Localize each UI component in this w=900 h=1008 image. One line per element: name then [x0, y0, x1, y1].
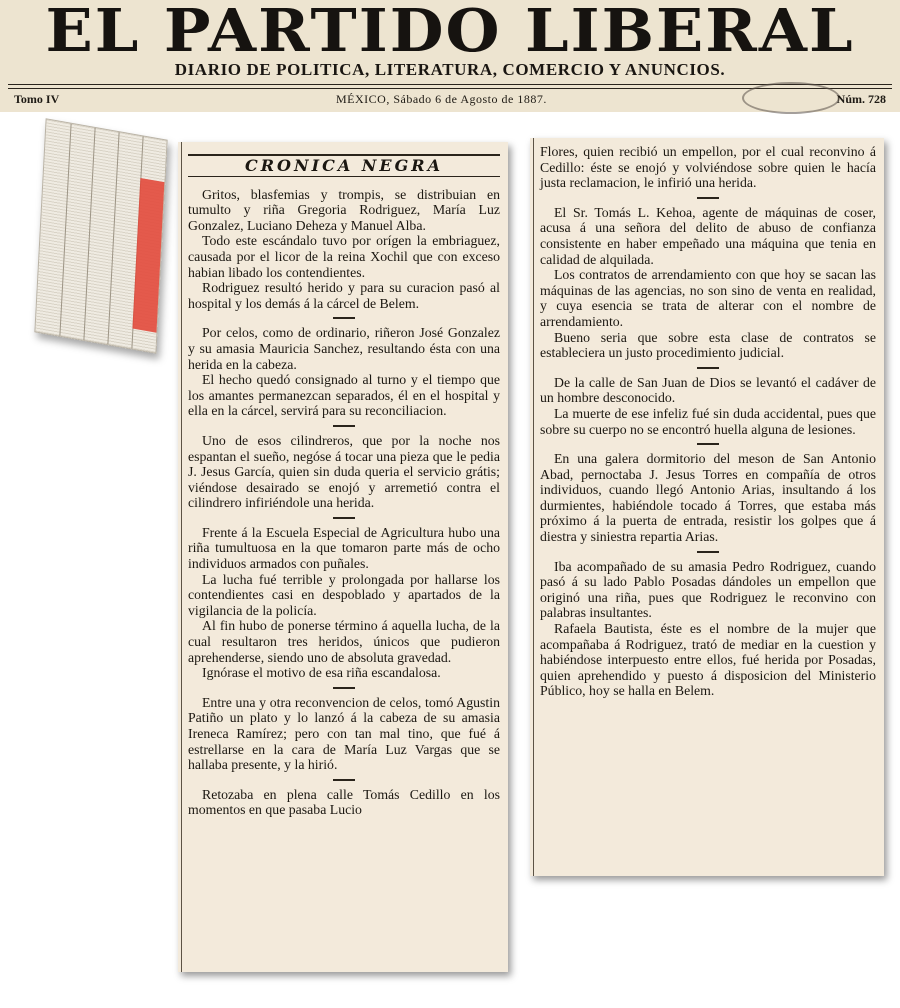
column-rule [533, 138, 534, 876]
newspaper-title: EL PARTIDO LIBERAL [45, 0, 855, 66]
article-paragraph: De la calle de San Juan de Dios se levantó el cadáver de un hombre desconocido. [540, 374, 876, 406]
story-separator [333, 317, 355, 319]
story-separator [697, 197, 719, 199]
page-thumbnail [34, 118, 167, 354]
article-paragraph: En una galera dormitorio del meson de San Antonio Abad, pernoctaba J. Jesus Torres en compañía de otros individuos, cuando llegó Antonio Arias, insultando á los durmientes, habiéndole tocado á Torres, que estaba más próximo á la puerta de entrada, resistir los golpes que á diestra y siniestra repartia Arias. [540, 451, 876, 545]
article-paragraph: Retozaba en plena calle Tomás Cedillo en los momentos en que pasaba Lucio [188, 786, 500, 818]
article-paragraph: Todo este escándalo tuvo por orígen la embriaguez, causada por el licor de la reina Xochil que con exceso habian libado los contendientes. [188, 233, 500, 280]
thumbnail-column-rule [107, 132, 119, 344]
article-paragraph: Entre una y otra reconvencion de celos, tomó Agustin Patiño un plato y lo lanzó á la cabeza de su amasia Ireneca Ramírez; pero con tan mal tino, que fué á estrellarse en la cara de María Luz Vargas que se hallaba presente, y la hirió. [188, 694, 500, 773]
section-title: CRONICA NEGRA [188, 154, 500, 177]
article-column-left [178, 142, 508, 972]
thumbnail-highlight [132, 178, 164, 333]
article-paragraph: Por celos, como de ordinario, riñeron José Gonzalez y su amasia Mauricia Sanchez, resultando ésta con una herida en la cabeza. [188, 325, 500, 372]
article-paragraph: Bueno seria que sobre esta clase de contratos se estableciera un justo procedimiento judicial. [540, 329, 876, 361]
story-separator [333, 687, 355, 689]
article-paragraph: Uno de esos cilindreros, que por la noche nos espantan el sueño, negóse á tocar una pieza que le pedia J. Jesus García, quien sin duda queria el servicio grátis; viéndose desairado se enojó y arremetió contra el cilindrero infiriéndole una herida. [188, 432, 500, 511]
article-paragraph: Ignórase el motivo de esa riña escandalosa. [202, 665, 441, 681]
story-separator [697, 367, 719, 369]
thumbnail-column-rule [59, 124, 71, 336]
article-paragraph: Flores, quien recibió un empellon, por el cual reconvino á Cedillo: éste se enojó y volviéndose sobre quien le hacía justa reclamacion, le infirió una herida. [540, 144, 876, 191]
newspaper-masthead [0, 0, 900, 112]
article-paragraph: Iba acompañado de su amasia Pedro Rodriguez, cuando pasó á su lado Pablo Posadas dándoles un empellon que originó una riña, pues que Rodriguez le reconvino con palabras insultantes. [540, 558, 876, 621]
issue-date: MÉXICO, Sábado 6 de Agosto de 1887. [336, 92, 547, 106]
article-paragraph: Frente á la Escuela Especial de Agricultura hubo una riña tumultuosa en la que tomaron parte más de ocho individuos armados con puñales. [188, 524, 500, 572]
newspaper-subtitle: DIARIO DE POLITICA, LITERATURA, COMERCIO Y ANUNCIOS. [174, 60, 726, 79]
column-rule [181, 142, 182, 972]
library-stamp [742, 82, 840, 114]
article-paragraph: Al fin hubo de ponerse término á aquella lucha, de la cual resultaron tres heridos, únicos que pudieron aprehenderse, siendo uno de absoluta gravedad. [188, 618, 500, 665]
article-paragraph: El hecho quedó consignado al turno y el tiempo que los amantes permanezcan separados, él en el hospital y ella en la cárcel, servirá para su reconciliacion. [188, 372, 500, 419]
article-paragraph: Gritos, blasfemias y trompis, se distribuian en tumulto y riña Gregoria Rodriguez, María Luz Gonzalez, Luciano Deheza y Manuel Alba. [188, 186, 500, 233]
article-paragraph: Los contratos de arrendamiento con que hoy se sacan las máquinas de las agencias, no son sino de venta en realidad, y cuya esencia se trata de alterar con el nombre de arrendamiento. [540, 267, 876, 329]
story-separator [333, 779, 355, 781]
issue-number: Núm. 728 [836, 92, 886, 106]
article-column-right [530, 138, 884, 876]
article-paragraph: La lucha fué terrible y prolongada por hallarse los contendientes casi en despoblado y apartados de la vigilancia de la policía. [188, 571, 500, 618]
article-paragraph: Rodriguez resultó herido y para su curacion pasó al hospital y los demás á la cárcel de Belem. [188, 280, 500, 311]
article-paragraph: Rafaela Bautista, éste es el nombre de la mujer que acompañaba á Rodriguez, trató de mediar en la cuestion y habiéndose interpuesto entre ellos, fué herida por Posadas, quien aprehendido y puesto á disposicion del Ministerio Público, hoy se halla en Belem. [540, 621, 876, 699]
story-separator [697, 443, 719, 445]
thumbnail-column-rule [83, 128, 95, 340]
story-separator [697, 551, 719, 553]
story-separator [333, 517, 355, 519]
article-paragraph: El Sr. Tomás L. Kehoa, agente de máquinas de coser, acusa á una señora del delito de abuso de confianza consistente en haber empeñado una máquina que tenia en calidad de alquilada. [540, 204, 876, 267]
volume-label: Tomo IV [14, 92, 60, 106]
story-separator [333, 425, 355, 427]
article-paragraph: La muerte de ese infeliz fué sin duda accidental, pues que sobre su cuerpo no se encontró huella alguna de lesiones. [540, 405, 876, 437]
